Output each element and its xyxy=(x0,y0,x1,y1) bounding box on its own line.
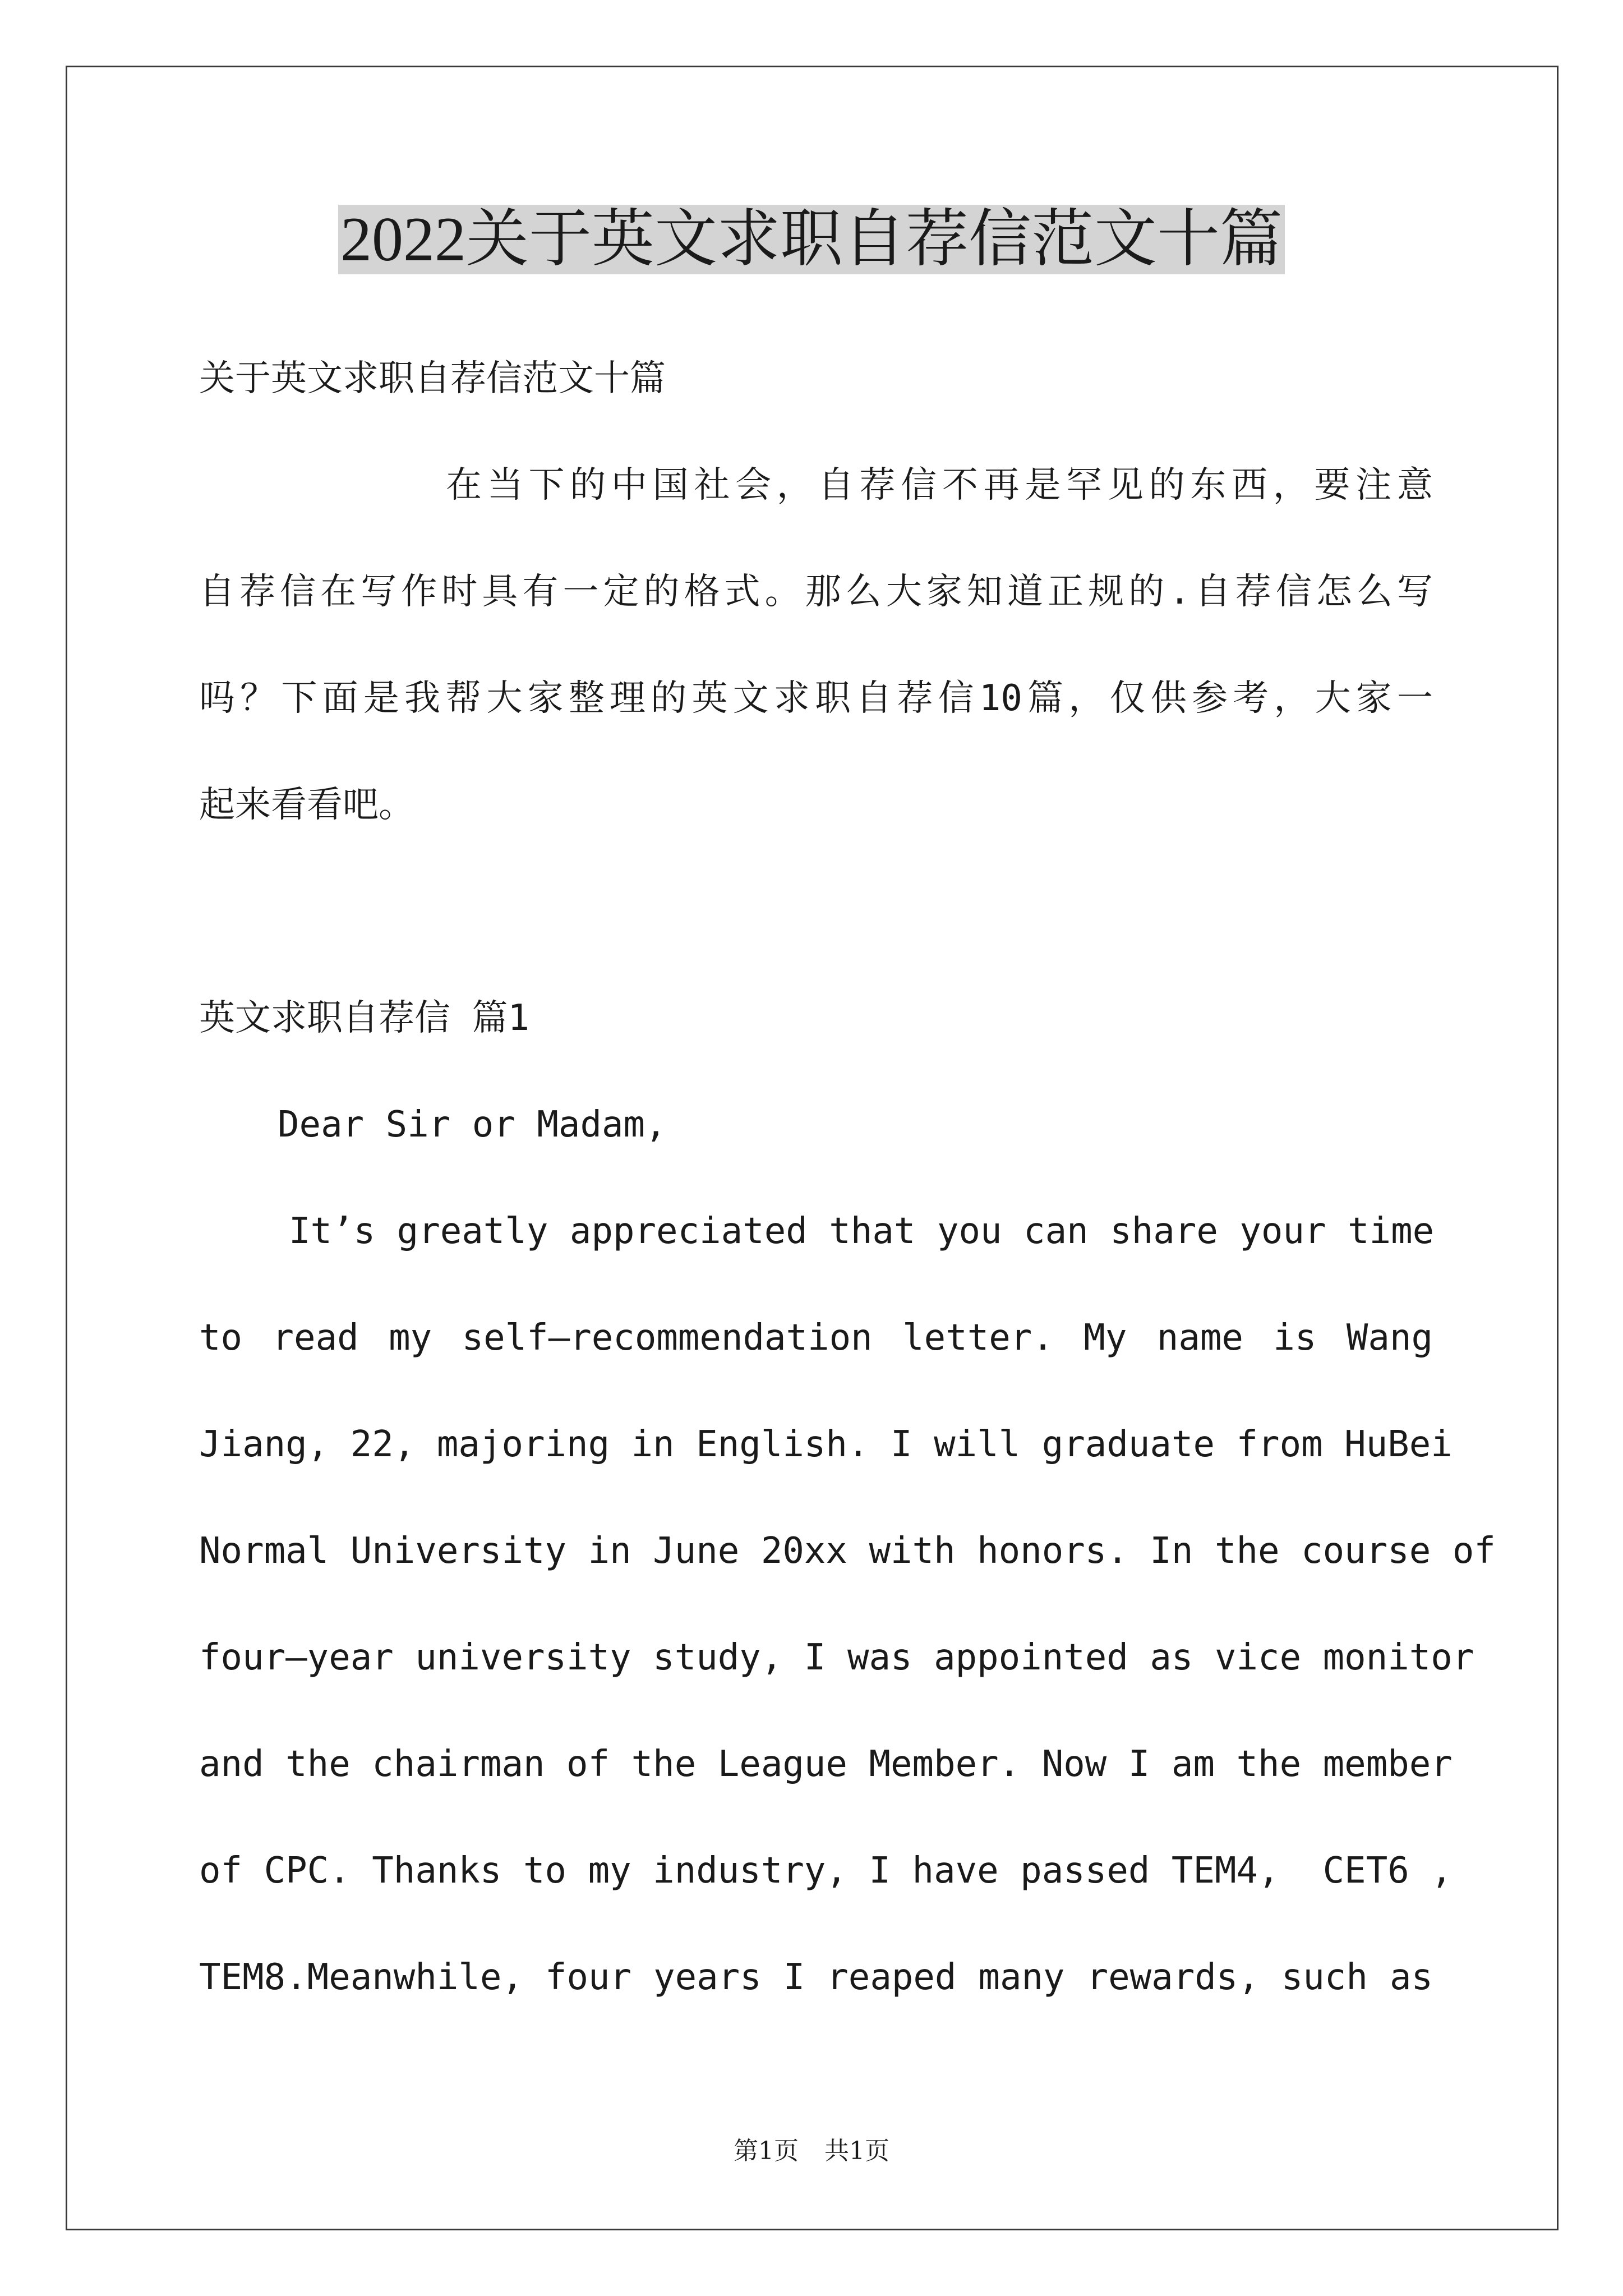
letter-line: Normal University in June 20xx with honors. In the course of xyxy=(199,1530,1496,1572)
page-number: 第1页 xyxy=(734,2137,799,2165)
page-footer xyxy=(0,2134,1623,2168)
document-body xyxy=(199,303,1496,2031)
section-heading: 英文求职自荐信 篇1 xyxy=(199,997,530,1039)
intro-line: 吗？下面是我帮大家整理的英文求职自荐信10篇，仅供参考，大家一 xyxy=(199,678,1433,719)
intro-line: 自荐信在写作时具有一定的格式。那么大家知道正规的.自荐信怎么写 xyxy=(199,571,1433,613)
document-subtitle: 关于英文求职自荐信范文十篇 xyxy=(199,358,666,399)
letter-line: four—year university study, I was appointed as vice monitor xyxy=(199,1637,1474,1678)
paragraph-gap xyxy=(199,858,1433,965)
page-total: 共1页 xyxy=(824,2137,889,2165)
letter-line: of CPC. Thanks to my industry, I have passed TEM4, CET6 , xyxy=(199,1850,1453,1892)
document-title xyxy=(0,197,1623,282)
letter-line: and the chairman of the League Member. Now I am the member xyxy=(199,1743,1453,1785)
intro-line: 起来看看吧。 xyxy=(199,784,414,826)
letter-line: Jiang, 22, majoring in English. I will graduate from HuBei xyxy=(199,1424,1453,1465)
letter-greeting: Dear Sir or Madam, xyxy=(278,1104,667,1145)
letter-line: to read my self—recommendation letter. My name is Wang xyxy=(199,1317,1433,1359)
letter-line: It’s greatly appreciated that you can share your time xyxy=(289,1211,1435,1252)
intro-line: 在当下的中国社会，自荐信不再是罕见的东西，要注意 xyxy=(446,464,1433,506)
letter-line: TEM8.Meanwhile, four years I reaped many rewards, such as xyxy=(199,1957,1433,1998)
document-title-text: 2022关于英文求职自荐信范文十篇 xyxy=(338,205,1285,274)
